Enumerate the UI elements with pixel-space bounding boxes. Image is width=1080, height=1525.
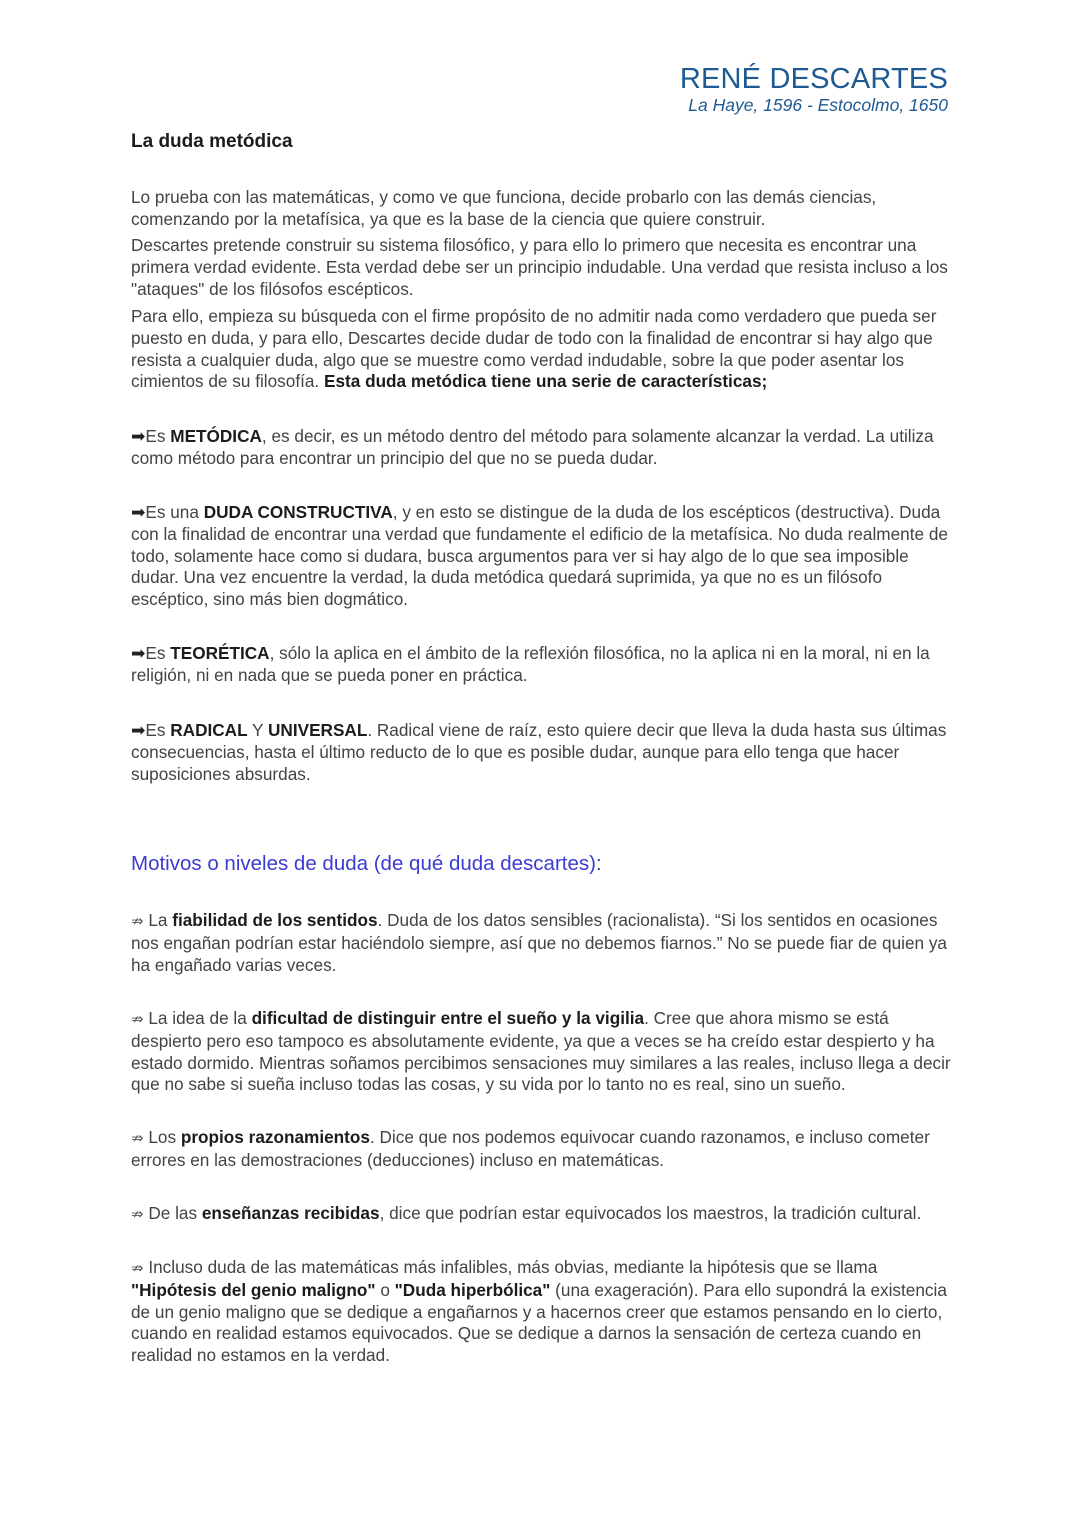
motivo-sueno-vigilia <box>131 1008 951 1096</box>
item-pre: Es <box>145 426 171 446</box>
motivo-genio-maligno <box>131 1257 951 1367</box>
item-text: , y en esto se distingue de la duda de los escépticos (destructiva). Duda con la finalidad de encontrar una verdad que fundamente el edificio de la metafísica. No duda realmente de todo, solamente hace como si dudara, busca argumentos para ver si hay algo de lo que sea imposible dudar. Una vez encuentre la verdad, la duda metódica quedará suprimida, ya que no es un filósofo escéptico, sino más bien dogmático. <box>131 502 948 610</box>
double-arrow-icon: ⇏ <box>131 1260 144 1277</box>
motivo-razonamientos <box>131 1127 951 1172</box>
item-pre: De las <box>143 1203 202 1223</box>
item-bold: RADICAL <box>170 720 248 740</box>
motivo-ensenanzas <box>131 1203 951 1226</box>
arrow-right-icon: ➡ <box>131 643 146 663</box>
author-name: RENÉ DESCARTES <box>679 63 948 95</box>
item-text: , es decir, es un método dentro del método para solamente alcanzar la verdad. La utiliza como método para encontrar un principio del que no se pueda dudar. <box>131 426 934 468</box>
intro-paragraph-2: Descartes pretende construir su sistema filosófico, y para ello lo primero que necesita es encontrar una primera verdad evidente. Esta verdad debe ser un principio indudable. Una verdad que resista incluso a los "ataques" de los filósofos escépticos. <box>131 235 948 299</box>
item-pre: Incluso duda de las matemáticas más infalibles, más obvias, mediante la hipótesis que se llama <box>143 1257 878 1277</box>
arrow-right-icon: ➡ <box>131 426 146 446</box>
characteristic-constructiva <box>131 502 951 611</box>
author-dates: La Haye, 1596 - Estocolmo, 1650 <box>688 95 948 115</box>
characteristic-radical-universal <box>131 720 951 785</box>
item-text: (una exageración). Para ello supondrá la existencia de un genio maligno que se dedique a engañarnos y a hacernos creer que estamos pensando en lo cierto, cuando en realidad estamos equivocados. Que se dedique a darnos la sensación de certeza cuando en realidad no estamos en la verdad. <box>131 1279 947 1366</box>
item-bold: propios razonamientos <box>180 1127 370 1147</box>
item-bold: dificultad de distinguir entre el sueño y la vigilia <box>251 1008 645 1028</box>
item-mid: o <box>375 1279 395 1300</box>
section-title: La duda metódica <box>131 131 293 152</box>
double-arrow-icon: ⇏ <box>131 1206 144 1223</box>
arrow-right-icon: ➡ <box>131 502 146 522</box>
item-text: . Duda de los datos sensibles (racionalista). “Si los sentidos en ocasiones nos engañan podrían estar haciéndolo siempre, así que no debemos fiarnos.” No se puede fiar de quien ya ha engañado varias veces. <box>131 910 947 975</box>
item-text: , dice que podrían estar equivocados los maestros, la tradición cultural. <box>379 1203 922 1223</box>
intro-paragraph-3-text: Para ello, empieza su búsqueda con el firme propósito de no admitir nada como verdadero que pueda ser puesto en duda, y para ello, Descartes decide dudar de todo con la finalidad de encontrar si hay algo que resista a cualquier duda, algo que se muestre como verdad indudable, sobre la que poder asentar los cimientos de su filosofía. <box>131 306 937 392</box>
double-arrow-icon: ⇏ <box>131 1011 144 1028</box>
characteristic-metodica <box>131 426 951 470</box>
motivo-sentidos <box>131 910 951 976</box>
characteristic-teoretica <box>131 643 951 687</box>
item-text: . Cree que ahora mismo se está despierto pero eso tampoco es absolutamente evidente, ya que a veces se ha creído estar despierto y ha estado dormido. Mientras soñamos percibimos sensaciones muy similares a las reales, incluso llega a decir que no sabe si sueña incluso todas las cosas, y su vida por lo tanto no es real, sino un sueño. <box>131 1008 951 1095</box>
item-bold: enseñanzas recibidas <box>201 1203 380 1223</box>
item-text: , sólo la aplica en el ámbito de la reflexión filosófica, no la aplica ni en la moral, ni en la religión, ni en nada que se pueda poner en práctica. <box>131 643 930 685</box>
item-bold: UNIVERSAL <box>268 720 368 740</box>
item-bold: "Hipótesis del genio maligno" <box>131 1279 376 1300</box>
item-pre: Es una <box>145 502 204 522</box>
document-header <box>680 62 948 116</box>
intro-paragraph-3 <box>131 306 951 393</box>
item-text: . Radical viene de raíz, esto quiere decir que lleva la duda hasta sus últimas consecuencias, hasta el último reducto de lo que es posible dudar, aunque para ello tenga que hacer suposiciones absurdas. <box>131 720 947 784</box>
item-bold: TEORÉTICA <box>170 643 270 663</box>
item-pre: La <box>143 910 173 930</box>
motivos-title: Motivos o niveles de duda (de qué duda descartes): <box>131 852 602 875</box>
intro-paragraph-3-bold: Esta duda metódica tiene una serie de características; <box>323 371 768 392</box>
item-bold: METÓDICA <box>170 426 262 446</box>
item-text: . Dice que nos podemos equivocar cuando razonamos, e incluso cometer errores en las demostraciones (deducciones) incluso en matemáticas. <box>131 1127 930 1170</box>
item-mid: Y <box>247 720 268 740</box>
double-arrow-icon: ⇏ <box>131 1130 144 1147</box>
arrow-right-icon: ➡ <box>131 720 146 740</box>
double-arrow-icon: ⇏ <box>131 913 144 930</box>
item-pre: La idea de la <box>143 1008 252 1028</box>
intro-paragraph-1: Lo prueba con las matemáticas, y como ve que funciona, decide probarlo con las demás ciencias, comenzando por la metafísica, ya que es la base de la ciencia que quiere construir. <box>131 187 877 229</box>
item-pre: Es <box>145 720 171 740</box>
item-bold: fiabilidad de los sentidos <box>172 910 378 930</box>
item-bold: DUDA CONSTRUCTIVA <box>203 502 393 522</box>
item-pre: Es <box>145 643 171 663</box>
item-bold: "Duda hiperbólica" <box>394 1279 551 1300</box>
item-pre: Los <box>143 1127 181 1147</box>
